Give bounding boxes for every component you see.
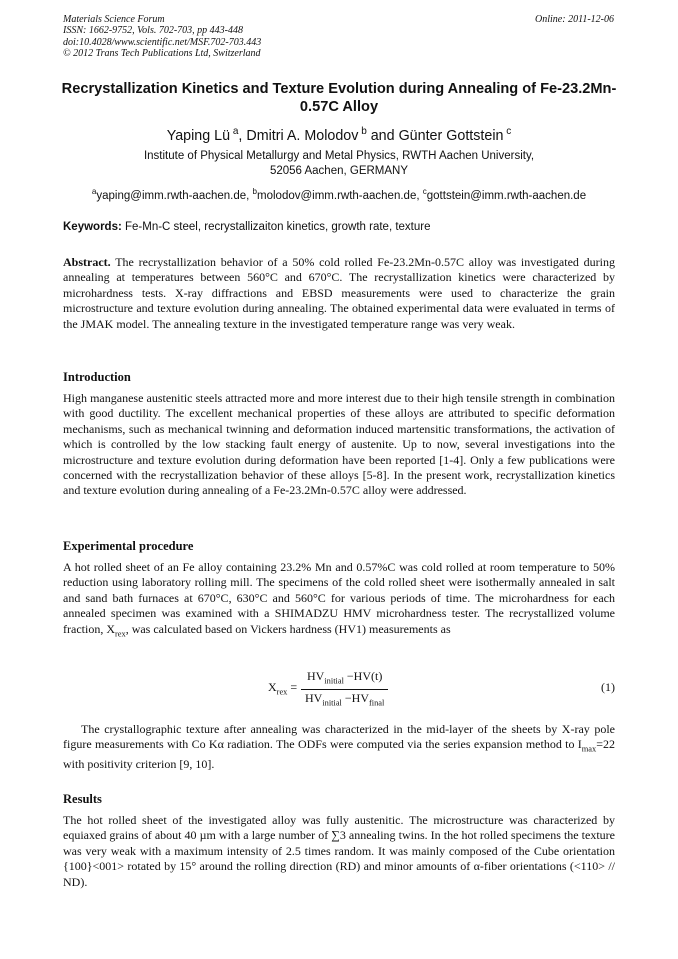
keywords — [63, 220, 615, 235]
author-name: Dmitri A. Molodov — [246, 127, 359, 144]
section-heading-introduction: Introduction — [63, 370, 131, 384]
experimental-text: A hot rolled sheet of an Fe alloy containing 23.2% Mn and 0.57%C was cold rolled at room temperature to 50% reduction using laboratory rolling mill. The specimens of the cold rolled sheet were isothermally annealed in salt and sand bath furnaces at 670°C, 630°C and 560°C for various periods of time. The microhardness for each annealed specimen was examined with a SHIMADZU HMV microhardness tester. The recrystallized volume fraction, $X_{rex}$, was calculated based on Vickers hardness (HV1) measurements as — [63, 560, 615, 639]
equation-denominator: $HV_{initial} -HV_{final}$ — [305, 691, 385, 708]
journal-name: Materials Science Forum — [63, 14, 165, 25]
affiliation-line: Institute of Physical Metallurgy and Metal Physics, RWTH Aachen University, — [143, 150, 535, 162]
section-heading-experimental: Experimental procedure — [63, 539, 194, 553]
author-sep: and — [366, 127, 399, 144]
subscript: rex — [114, 629, 126, 639]
introduction-text: High manganese austenitic steels attracted more and more interest due to their high tensile strength in combination with good ductility. The excellent mechanical properties of these alloys are attributed to specific deformation mechanisms, such as mechanical twinning and deformation induced martensitic transformations, the activation of which is controlled by the low stacking fault energy of austenite. Up to now, several investigations into the microstructure and texture evolution during deformation have been reported [1-4]. Only a few publications were concerned with the recrystallization behavior of these alloys [5-8]. In the present work, recrystallization kinetics and texture evolution during annealing of a Fe-23.2Mn-0.57C alloy were addressed. — [63, 391, 615, 498]
email-address: gottstein@imm.rwth-aachen.de — [426, 189, 587, 202]
journal-header — [63, 14, 614, 60]
online-date: Online: 2011-12-06 — [535, 14, 614, 25]
equation-numerator: $HV_{initial} -HV(t)$ — [301, 668, 388, 690]
email-list: $^a$yaping@imm.rwth-aachen.de, $^b$molodov@imm.rwth-aachen.de, $^c$gottstein@imm.rwth-aachen.de — [91, 187, 587, 202]
doi-line: doi:10.4028/www.scientific.net/MSF.702-703.443 — [63, 36, 262, 48]
affiliation-line: 52056 Aachen, GERMANY — [269, 165, 409, 177]
email-sup: a — [91, 187, 97, 196]
abstract — [63, 255, 615, 332]
equation-number: (1) — [601, 680, 615, 694]
abstract-label: Abstract. — [63, 255, 111, 269]
author-sup: b — [361, 126, 367, 137]
equation-fraction — [301, 668, 388, 712]
author-name: Yaping Lü — [166, 127, 231, 144]
copyright-line: © 2012 Trans Tech Publications Ltd, Switzerland — [63, 48, 261, 60]
section-heading-results: Results — [63, 792, 102, 806]
email-sup: b — [252, 187, 258, 196]
author-sup: c — [506, 126, 512, 137]
results-text: The hot rolled sheet of the investigated alloy was fully austenitic. The microstructure was characterized by equiaxed grains of about 40 µm with a large number of ∑3 annealing twins. In the hot rolled specimens the texture was very weak with a maximum intensity of 2.5 times random. It was mainly composed of the Cube orientation {100}<001> rotated by 15° around the rolling direction (RD) and minor amounts of α-fiber orientations (<110> // ND). — [63, 813, 615, 889]
affiliation — [50, 149, 628, 179]
author-list — [50, 123, 628, 145]
abstract-text: The recrystallization behavior of a 50% cold rolled Fe-23.2Mn-0.57C alloy was investigated during annealing at temperatures between 560°C and 670°C. The recrystallization kinetics were characterized by microhardness tests. X-ray diffractions and EBSD measurements were used to characterize the grain microstructure and texture evolution during annealing. The obtained experimental data were evaluated in terms of the JMAK model. The annealing texture in the investigated temperature range was very weak. — [63, 255, 615, 331]
email-sup: c — [422, 187, 427, 196]
equation-1 — [63, 668, 615, 708]
subscript: max — [581, 744, 597, 754]
keywords-text: Fe-Mn-C steel, recrystallizaiton kinetics, growth rate, texture — [125, 221, 431, 233]
email-address: yaping@imm.rwth-aachen.de — [96, 189, 247, 202]
author-name: Günter Gottstein — [398, 127, 504, 144]
texture-method-text: The crystallographic texture after annealing was characterized in the mid-layer of the sheets by X-ray pole figure measurements with Co Kα radiation. The ODFs were computed via the series expansion method to $I_{max}=22$ with positivity criterion [9, 10]. — [63, 722, 615, 772]
email-address: molodov@imm.rwth-aachen.de — [257, 189, 417, 202]
equation-lhs: $X_{rex}$ = — [268, 680, 298, 697]
paper-title: Recrystallization Kinetics and Texture Evolution during Annealing of Fe-23.2Mn-0.57C Alloy — [61, 81, 617, 115]
issn-line: ISSN: 1662-9752, Vols. 702-703, pp 443-448 — [63, 25, 243, 37]
author-sup: a — [232, 126, 239, 137]
author-sep: , — [238, 127, 247, 144]
keywords-label: Keywords: — [63, 221, 122, 233]
